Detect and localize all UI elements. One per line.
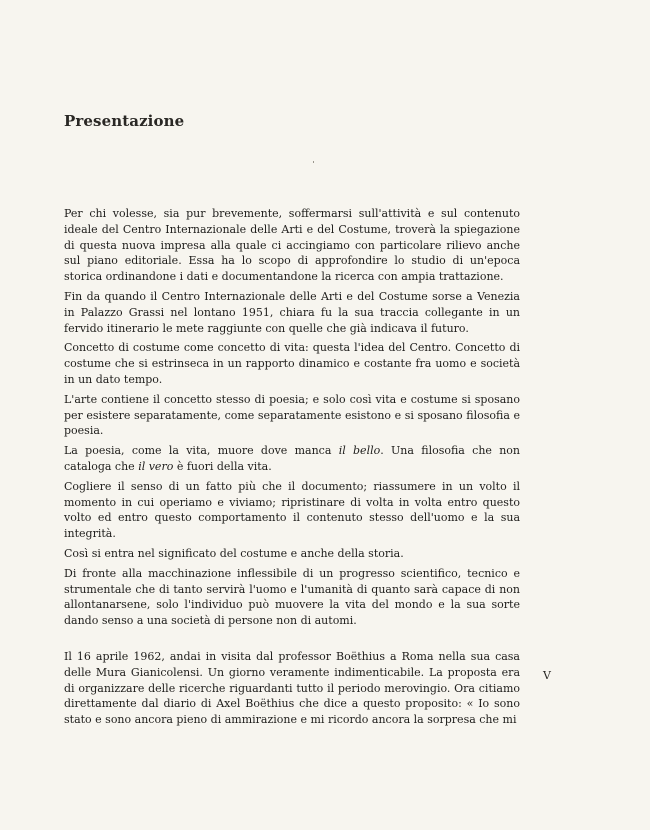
paper-speck <box>313 161 314 163</box>
paragraph <box>64 443 520 475</box>
italic-phrase: il vero <box>138 459 174 473</box>
paragraph: Così si entra nel significato del costume e anche della storia. <box>64 546 404 560</box>
page-number: V <box>543 669 551 682</box>
paragraph: Il 16 aprile 1962, andai in visita dal professor Boëthius a Roma nella sua casa delle Mura Gianicolensi. Un giorno veramente indimenticabile. La proposta era di organizzare delle ricerche riguardanti tutto il periodo merovingio. Ora citiamo direttamente dal diario di Axel Boëthius che dice a questo proposito: « Io sono stato e sono ancora pieno di ammirazione e mi ricordo ancora la sorpresa che mi <box>64 649 520 727</box>
page-title: Presentazione <box>64 112 185 131</box>
paragraph: Di fronte alla macchinazione inflessibile di un progresso scientifico, tecnico e strumentale che di tanto servirà l'uomo e l'umanità di quanto sarà capace di non allontanarsene, solo l'individuo può muovere la vita del mondo e la sua sorte dando senso a una società di persone non di automi. <box>64 566 520 628</box>
paragraph: L'arte contiene il concetto stesso di poesia; e solo così vita e costume si sposano per esistere separatamente, come separatamente esistono e si sposano filosofia e poesia. <box>64 392 520 438</box>
paragraph-text: è fuori della vita. <box>173 459 272 473</box>
body-text <box>64 206 520 732</box>
paragraph: Concetto di costume come concetto di vita: questa l'idea del Centro. Concetto di costume che si estrinseca in un rapporto dinamico e costante fra uomo e società in un dato tempo. <box>64 341 520 386</box>
italic-phrase: il bello <box>338 444 381 458</box>
paragraph: Per chi volesse, sia pur brevemente, soffermarsi sull'attività e sul contenuto ideale del Centro Internazionale delle Arti e del Costume, troverà la spiegazione di questa nuova impresa alla quale ci accingiamo con particolare rilievo anche sul piano editoriale. Essa ha lo scopo di approfondire lo studio di un'epoca storica ordinandone i dati e documentandone la ricerca con ampia trattazione. <box>64 207 520 284</box>
paragraph-text: La poesia, come la vita, muore dove manca <box>64 444 339 458</box>
paragraph-text: . Una filosofia che non cataloga che <box>64 444 520 473</box>
paragraph: Fin da quando il Centro Internazionale delle Arti e del Costume sorse a Venezia in Palazzo Grassi nel lontano 1951, chiara fu la sua traccia collegante in un fervido itinerario le mete raggiunte con quelle che già indicava il futuro. <box>64 289 520 335</box>
paragraph: Cogliere il senso di un fatto più che il documento; riassumere in un volto il momento in cui operiamo e viviamo; ripristinare di volta in volta entro questo volto ed entro questo comportamento il contenuto stesso dell'uomo e la sua integrità. <box>64 479 520 541</box>
